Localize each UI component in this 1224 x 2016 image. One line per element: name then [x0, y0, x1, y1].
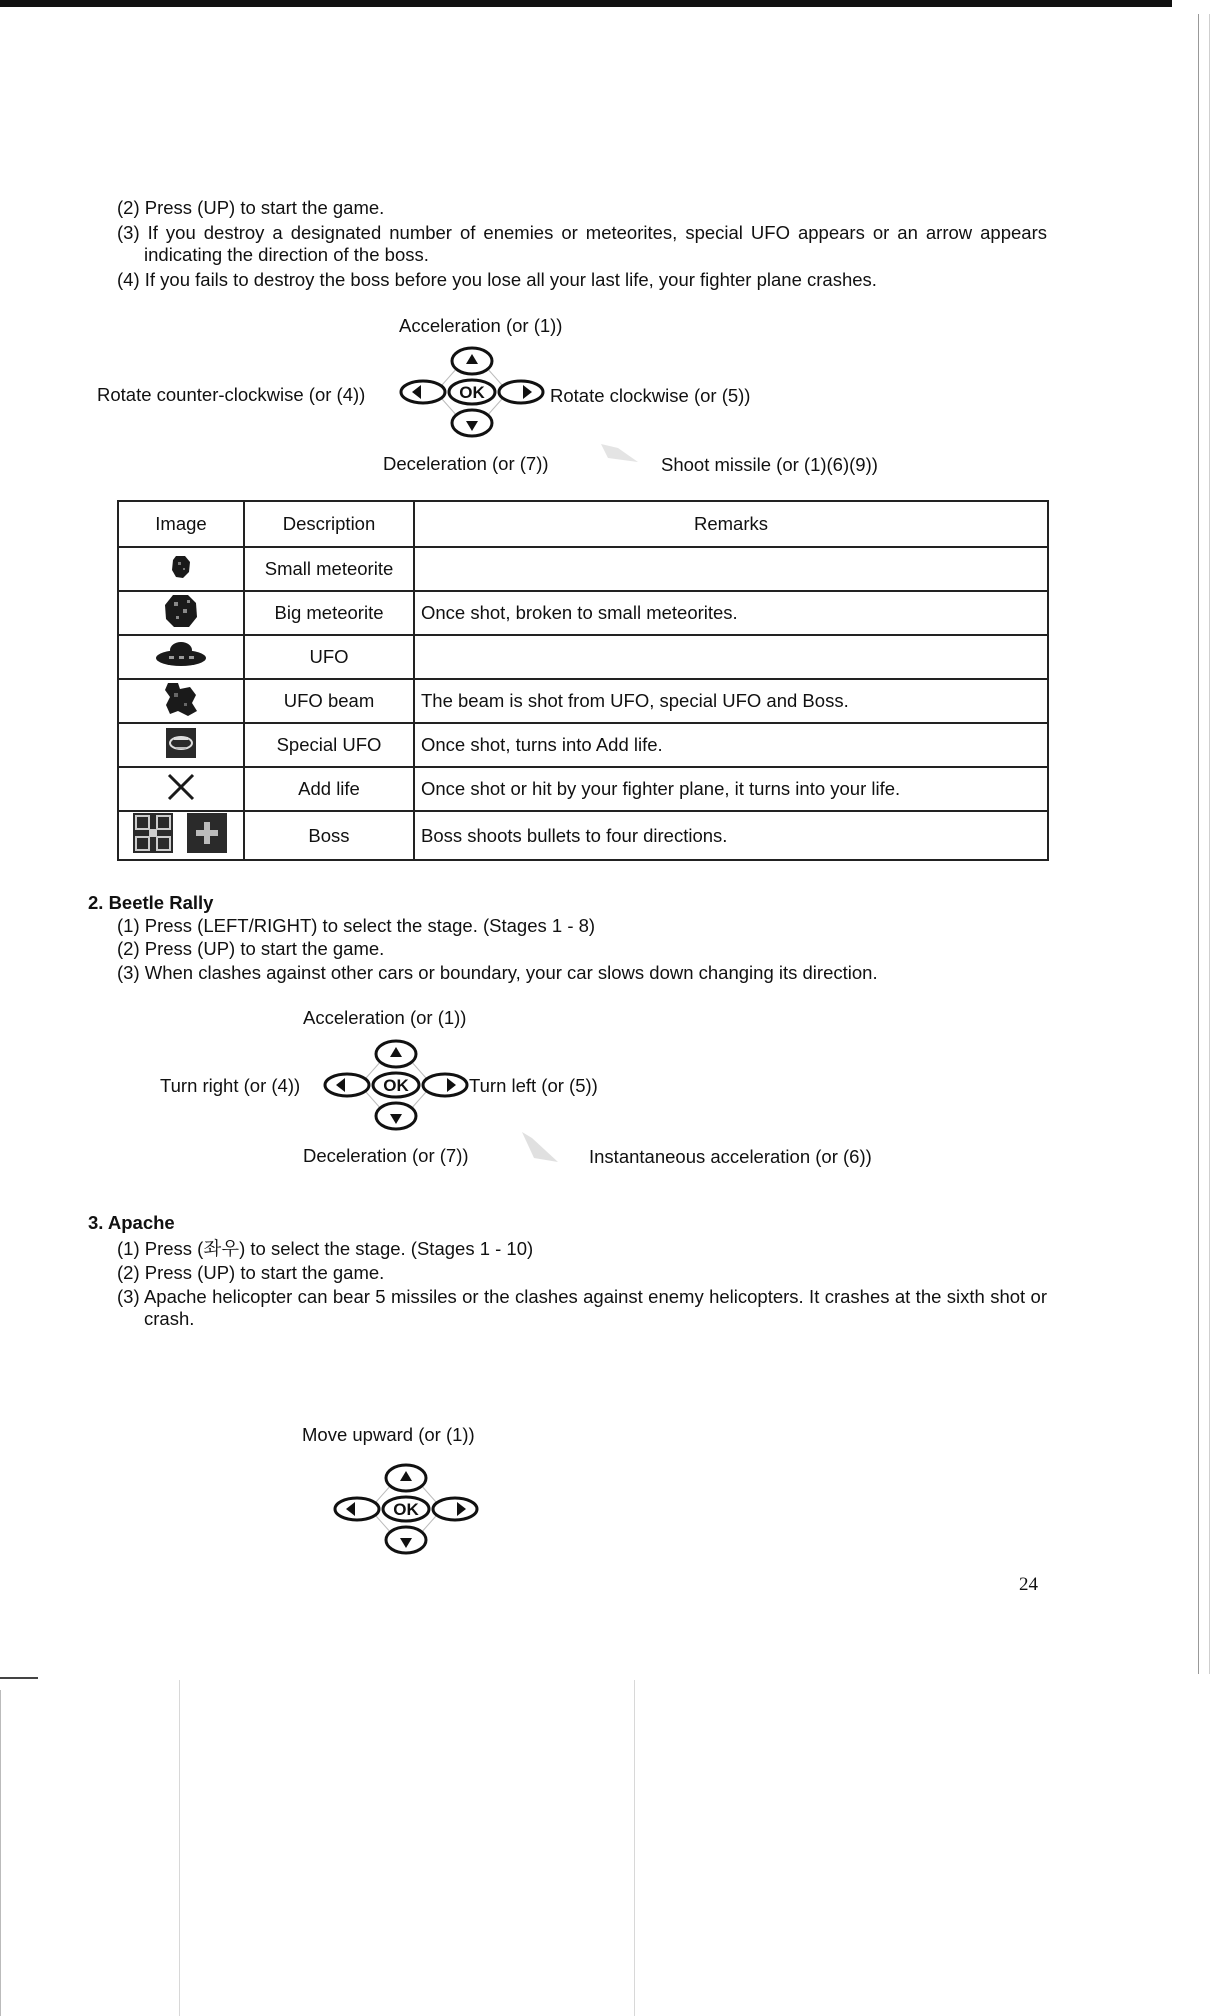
scan-line	[634, 1680, 635, 2016]
boss-icon	[132, 812, 230, 854]
table-row	[118, 767, 1048, 811]
ufo-icon	[155, 640, 207, 670]
step-press-up: (2) Press (UP) to start the game.	[117, 938, 385, 959]
page-number: 24	[1019, 1574, 1038, 1595]
right-key-icon	[499, 381, 543, 403]
step-press-up: (2) Press (UP) to start the game.	[117, 197, 385, 218]
step-clash: (3) When clashes against other cars or boundary, your car slows down changing its direction.	[117, 962, 878, 983]
table-row	[118, 635, 1048, 679]
down-key-icon	[452, 410, 492, 436]
remarks-cell	[414, 635, 1048, 679]
fire-button-icon	[598, 440, 644, 466]
left-key-icon	[325, 1074, 369, 1096]
down-key-icon	[376, 1103, 416, 1129]
left-key-icon	[401, 381, 445, 403]
control-left-label: Rotate counter-clockwise (or (4))	[97, 384, 366, 405]
control-down-label: Deceleration (or (7))	[383, 453, 549, 474]
control-right-label: Rotate clockwise (or (5))	[550, 385, 751, 406]
remarks-cell: Boss shoots bullets to four directions.	[414, 811, 1048, 860]
remarks-cell: Once shot or hit by your fighter plane, it turns into your life.	[414, 767, 1048, 811]
ok-key-label: OK	[393, 1500, 419, 1519]
scan-edge-mark	[0, 1677, 38, 1679]
remarks-cell	[414, 547, 1048, 591]
header-image: Image	[118, 501, 244, 547]
control-down-label: Deceleration (or (7))	[303, 1145, 469, 1166]
control-fire-label: Instantaneous acceleration (or (6))	[589, 1146, 872, 1167]
keypad-diagram	[322, 1038, 470, 1132]
scan-top-edge	[0, 0, 1172, 7]
keypad-diagram	[332, 1462, 480, 1556]
fire-button-icon	[518, 1130, 564, 1168]
control-fire-label: Shoot missile (or (1)(6)(9))	[661, 454, 878, 475]
remarks-cell: The beam is shot from UFO, special UFO and Boss.	[414, 679, 1048, 723]
control-up-label: Move upward (or (1))	[302, 1424, 475, 1445]
ok-key-label: OK	[383, 1076, 409, 1095]
small-meteorite-icon	[170, 554, 192, 580]
up-key-icon	[386, 1465, 426, 1491]
ok-key-icon	[449, 380, 495, 404]
description-cell: Small meteorite	[244, 547, 414, 591]
table-row	[118, 547, 1048, 591]
description-cell: UFO beam	[244, 679, 414, 723]
step-select-stage: (1) Press (LEFT/RIGHT) to select the stage. (Stages 1 - 8)	[117, 915, 596, 936]
control-right-label: Turn left (or (5))	[469, 1075, 598, 1096]
left-key-icon	[335, 1498, 379, 1520]
step-press-up: (2) Press (UP) to start the game.	[117, 1262, 385, 1283]
right-key-icon	[423, 1074, 467, 1096]
table-row	[118, 591, 1048, 635]
remarks-cell: Once shot, turns into Add life.	[414, 723, 1048, 767]
ok-key-label: OK	[459, 383, 485, 402]
up-key-icon	[452, 348, 492, 374]
section-heading-apache: 3. Apache	[88, 1212, 175, 1233]
description-cell: Add life	[244, 767, 414, 811]
special-ufo-icon	[165, 727, 197, 759]
step-destroy-enemies: (3) If you destroy a designated number of enemies or meteorites, special UFO appears or an arrow appears indicating the direction of the boss.	[117, 222, 1047, 265]
right-key-icon	[433, 1498, 477, 1520]
scan-line	[179, 1680, 180, 2016]
description-cell: Big meteorite	[244, 591, 414, 635]
description-cell: Boss	[244, 811, 414, 860]
scan-right-edge	[1198, 14, 1199, 1674]
header-description: Description	[244, 501, 414, 547]
scan-line	[0, 1690, 1, 2016]
up-key-icon	[376, 1041, 416, 1067]
header-remarks: Remarks	[414, 501, 1048, 547]
table-row	[118, 723, 1048, 767]
control-up-label: Acceleration (or (1))	[399, 315, 563, 336]
table-row	[118, 811, 1048, 860]
ok-key-icon	[383, 1497, 429, 1521]
scan-right-edge-faint	[1209, 14, 1210, 1674]
add-life-icon	[165, 771, 197, 803]
keypad-diagram	[398, 345, 546, 439]
description-cell: UFO	[244, 635, 414, 679]
ufo-beam-icon	[164, 681, 198, 717]
control-up-label: Acceleration (or (1))	[303, 1007, 467, 1028]
section-heading-beetle-rally: 2. Beetle Rally	[88, 892, 214, 913]
control-left-label: Turn right (or (4))	[160, 1075, 301, 1096]
items-table	[117, 500, 1049, 861]
big-meteorite-icon	[164, 593, 198, 629]
ok-key-icon	[373, 1073, 419, 1097]
table-header-row	[118, 501, 1048, 547]
step-boss-fail: (4) If you fails to destroy the boss before you lose all your last life, your fighter plane crashes.	[117, 269, 877, 290]
down-key-icon	[386, 1527, 426, 1553]
remarks-cell: Once shot, broken to small meteorites.	[414, 591, 1048, 635]
step-select-stage: (1) Press (좌우) to select the stage. (Stages 1 - 10)	[117, 1238, 534, 1259]
step-apache-missiles: (3) Apache helicopter can bear 5 missiles or the clashes against enemy helicopters. It crashes at the sixth shot or crash.	[117, 1286, 1047, 1329]
description-cell: Special UFO	[244, 723, 414, 767]
table-row	[118, 679, 1048, 723]
